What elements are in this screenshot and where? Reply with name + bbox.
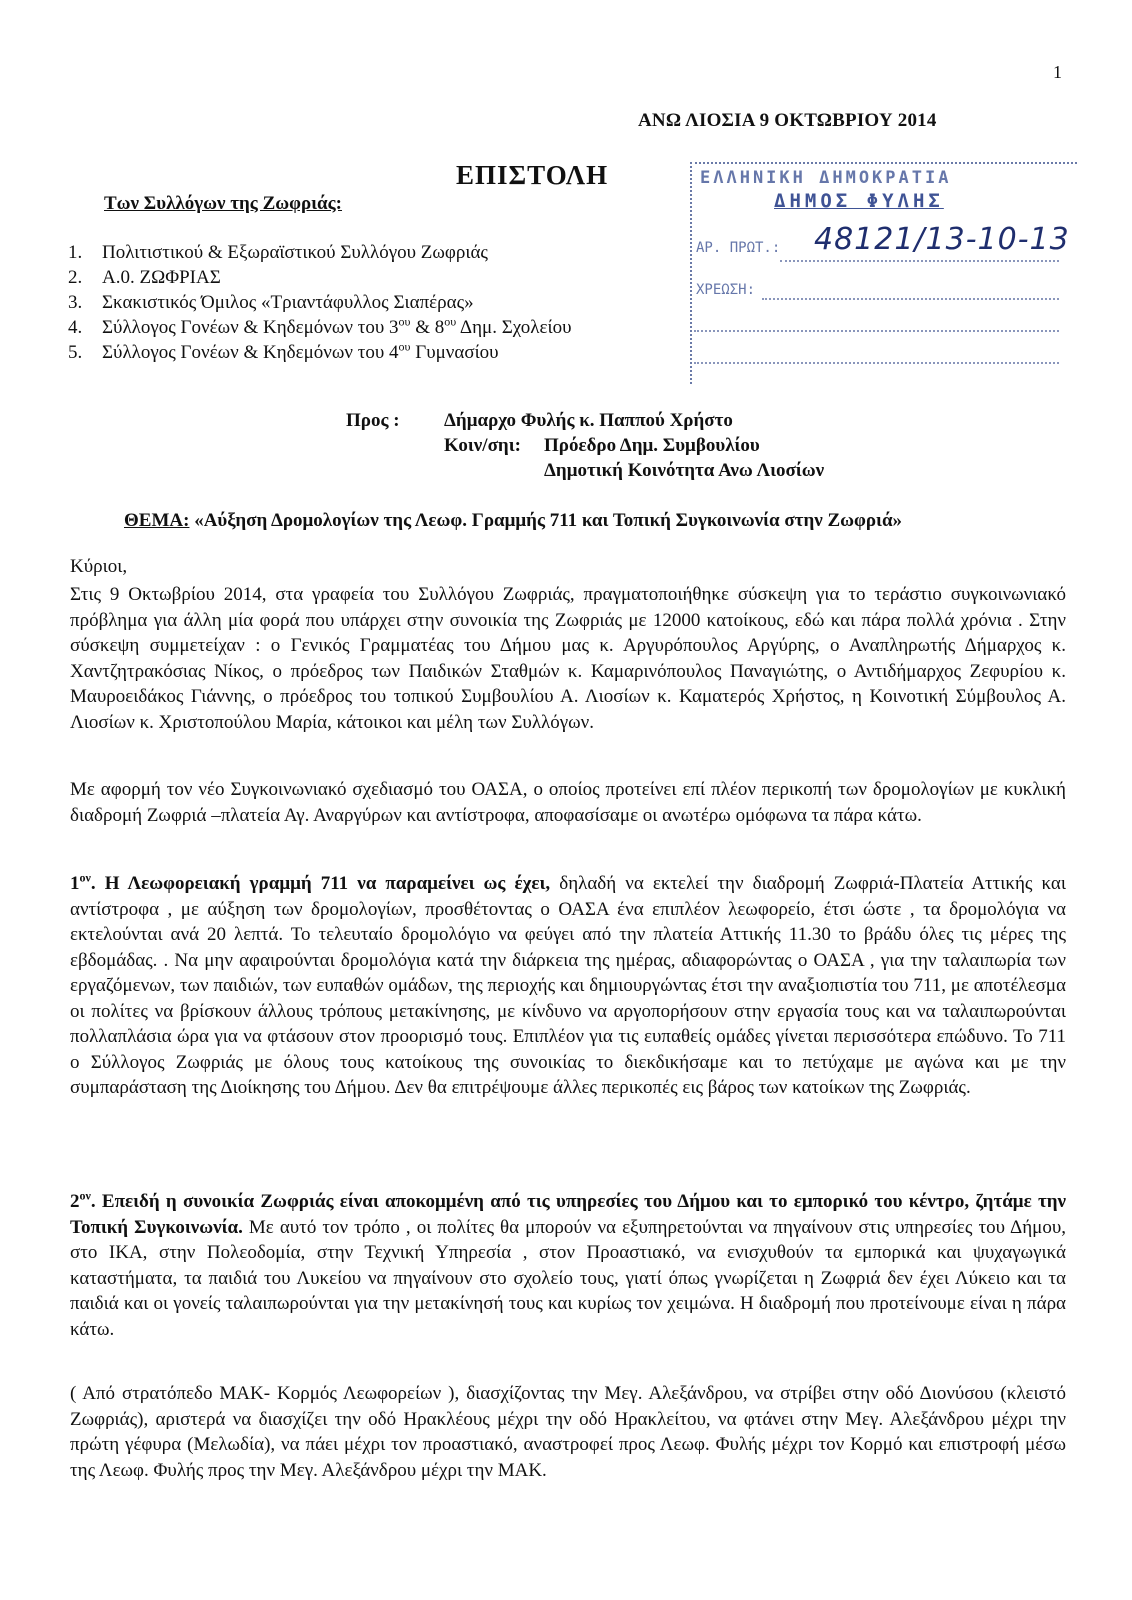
page-number: 1	[1053, 62, 1062, 82]
recipients-block	[346, 408, 824, 483]
stamp-dotted-line	[694, 362, 1059, 364]
subject-line	[124, 510, 902, 532]
document-title: ΕΠΙΣΤΟΛΗ	[456, 160, 609, 190]
body-paragraph-decision: Με αφορμή τον νέο Συγκοινωνιακό σχεδιασμό του ΟΑΣΑ, ο οποίος προτείνει επί πλέον περικοπή των δρομολογίων με κυκλική διαδρομή Ζωφριά –πλατεία Αγ. Αναργύρων και αντίστροφα, αποφασίσαμε οι ανωτέρω ομόφωνα τα πάρα κάτω.	[70, 779, 1066, 826]
recipient-cc: Κοιν/σηι: Πρόεδρο Δημ. Συμβουλίου	[444, 435, 760, 456]
stamp-protocol-number: 48121/13-10-13	[814, 222, 1070, 257]
date-line: ΑΝΩ ΛΙΟΣΙΑ 9 ΟΚΤΩΒΡΙΟΥ 2014	[638, 110, 937, 131]
stamp-protocol-label: ΑΡ. ΠΡΩΤ.:	[696, 240, 781, 256]
subject-label: ΘΕΜΑ:	[124, 510, 190, 531]
sender-item: 5. Σύλλογος Γονέων & Κηδεμόνων του $4^{o\upsilon}$ Γυμνασίου	[68, 339, 499, 363]
demand-point-2: $2^{o\nu}$. Επειδή η συνοικία Ζωφριάς είναι αποκομμένη από τις υπηρεσίες του Δήμου και το εμπορικό του κέντρο, ζητάμε την Τοπική Συγκοινωνία. Με αυτό τον τρόπο , οι πολίτες θα μπορούν να εξυπηρετούνται να πηγαίνουν στις υπηρεσίες του Δήμου, στο ΙΚΑ, στην Πολεοδομία, στην Τεχνική Υπηρεσία , στον Προαστιακό, να ενισχυθούν τα εμπορικά και ψυχαγωγικά καταστήματα, τα παιδιά του Λυκείου να πηγαίνουν στο σχολείο τους, γιατί όπως γνωρίζεται η Ζωφριά δεν έχει Λύκειο και τα παιδιά και οι γονείς ταλαιπωρούνται για την μετακίνησή τους και κυρίως τον χειμώνα. Η διαδρομή που προτείνουμε είναι η πάρα κάτω.	[70, 1188, 1066, 1340]
body-paragraph-meeting: Στις 9 Οκτωβρίου 2014, στα γραφεία του Συλλόγου Ζωφριάς, πραγματοποιήθηκε σύσκεψη για το τεράστιο συγκοινωνιακό πρόβλημα για άλλη μία φορά που υπάρχει στην συνοικία της Ζωφριάς με 12000 κατοίκους, εδώ και πάρα πολλά χρόνια . Στην σύσκεψη συμμετείχαν : ο Γενικός Γραμματέας του Δήμου μας κ. Αργυρόπουλος Αργύρης, ο Αναπληρωτής Δήμαρχος κ. Χαντζητρακόσιας Νίκος, ο πρόεδρος των Παιδικών Σταθμών κ. Καμαρινόπουλος Παναγιώτης, ο Αντιδήμαρχος Ζεφυρίου κ. Μαυροειδάκος Γιάννης, ο πρόεδρος του τοπικού Συμβουλίου Α. Λιοσίων κ. Καματερός Χρήστος, η Κοινοτική Σύμβουλος Α. Λιοσίων κ. Χριστοπούλου Μαρία, κάτοικοι και μέλη των Συλλόγων.	[70, 584, 1066, 733]
stamp-dotted-line	[694, 330, 1059, 332]
sender-item: 3. Σκακιστικός Όμιλος «Τριαντάφυλλος Σιαπέρας»	[68, 292, 474, 313]
recipient-to: Προς : Δήμαρχο Φυλής κ. Παππού Χρήστο	[346, 410, 733, 431]
stamp-dotted-line	[780, 260, 1059, 262]
sender-item: 4. Σύλλογος Γονέων & Κηδεμόνων του $3^{o\upsilon}$ & $8^{o\upsilon}$ Δημ. Σχολείου	[68, 314, 572, 338]
salutation: Κύριοι,	[70, 556, 128, 577]
demand-point-1: $1^{o\nu}$. Η Λεωφορειακή γραμμή 711 να παραμείνει ως έχει, δηλαδή να εκτελεί την διαδρομή Ζωφριά-Πλατεία Αττικής και αντίστροφα , με αύξηση των δρομολογίων, προσθέτοντας ο ΟΑΣΑ ένα επιπλέον λεωφορείο, έτσι ώστε , τα δρομολόγια να εκτελούνται ανά 20 λεπτά. Το τελευταίο δρομολόγιο να φεύγει από την πλατεία Αττικής 11.30 το βράδυ όλες τις μέρες της εβδομάδας. . Να μην αφαιρούνται δρομολόγια κατά την διάρκεια της ημέρας, αδιαφορώντας ο ΟΑΣΑ , για την ταλαιπωρία των εργαζόμενων, των παιδιών, των ευπαθών ομάδων, της περιοχής και δημιουργώντας έτσι την αναξιοπιστία του 711, με αποτέλεσμα οι πολίτες να βρίσκουν άλλους τρόπους μετακίνησης, με κίνδυνο να αργοπορήσουν στην εργασία τους και να ταλαιπωρούνται πολλαπλάσια ώρα για να φτάσουν στον προορισμό τους. Επιπλέον για τις ευπαθείς ομάδες γίνεται περισσότερα επώδυνο. Το 711 ο Σύλλογος Ζωφριάς με όλους τους κατοίκους της συνοικίας το διεκδικήσαμε και το πετύχαμε με αγώνα και με την συμπαράσταση της Διοίκησης του Δήμου. Δεν θα επιτρέψουμε άλλες περικοπές εις βάρος των κατοίκων της Ζωφριάς.	[70, 870, 1066, 1098]
stamp-dotted-line	[762, 298, 1059, 300]
sender-item: 1. Πολιτιστικού & Εξωραϊστικού Συλλόγου Ζωφριάς	[68, 242, 488, 263]
protocol-stamp	[690, 162, 1077, 384]
subject-text: «Αύξηση Δρομολογίων της Λεωφ. Γραμμής 711 και Τοπική Συγκοινωνία στην Ζωφριά»	[189, 510, 903, 531]
route-description: ( Από στρατόπεδο ΜΑΚ- Κορμός Λεωφορείων ), διασχίζοντας την Μεγ. Αλεξάνδρου, να στρίβει στην οδό Διονύσου (κλειστό Ζωφριάς), αριστερά να διασχίζει την οδό Ηρακλέους μέχρι την οδό Ηρακλείτου, να φτάνει στην Μεγ. Αλεξάνδρου μέχρι την πρώτη γέφυρα (Μελωδία), να πάει μέχρι τον προαστιακό, αναστροφεί προς Λεωφ. Φυλής μέχρι τον Κορμό και επιστροφή μέσω της Λεωφ. Φυλής προς την Μεγ. Αλεξάνδρου μέχρι την ΜΑΚ.	[70, 1383, 1066, 1481]
sender-item: 2. Α.0. ΖΩΦΡΙΑΣ	[68, 267, 221, 288]
stamp-municipality-text: ΔΗΜΟΣ ΦΥΛΗΣ	[774, 190, 944, 212]
senders-list	[68, 240, 572, 365]
stamp-republic-text: ΕΛΛΗΝΙΚΗ ΔΗΜΟΚΡΑΤΙΑ	[700, 168, 952, 188]
stamp-charge-label: ΧΡΕΩΣΗ:	[696, 282, 756, 298]
senders-heading: Των Συλλόγων της Ζωφριάς:	[104, 193, 343, 214]
recipient-cc-2: Δημοτική Κοινότητα Ανω Λιοσίων	[544, 460, 825, 481]
